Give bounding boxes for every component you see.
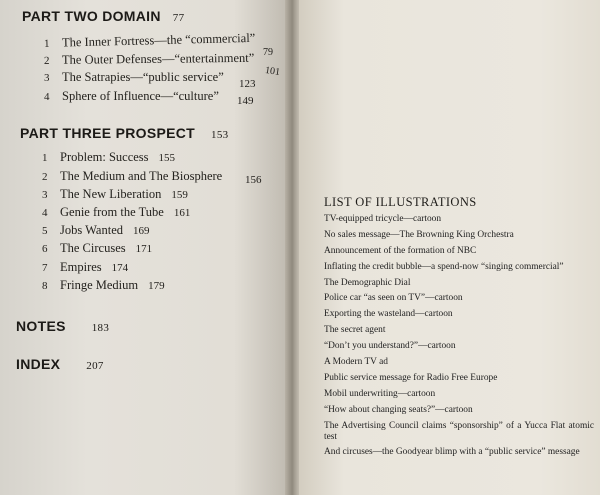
chapter-title: The Inner Fortress—the “commercial” [61, 30, 256, 50]
chapter-page: 174 [111, 262, 129, 274]
toc-entry [42, 150, 175, 165]
chapter-title: The Satrapies—“public service” [62, 70, 224, 84]
chapter-number: 6 [42, 243, 48, 255]
illustration-item: Announcement of the formation of NBC [324, 245, 477, 256]
chapter-title: The Circuses [60, 241, 126, 255]
chapter-page: 179 [148, 280, 165, 292]
toc-entry [42, 205, 190, 220]
illustration-item: The Advertising Council claims “sponsorship” of a Yucca Flat atomic test [324, 420, 594, 442]
toc-entry [42, 260, 128, 275]
illustrations-title: LIST OF ILLUSTRATIONS [324, 195, 477, 209]
chapter-page: 169 [133, 225, 150, 237]
chapter-number: 1 [43, 37, 50, 50]
toc-entry [42, 187, 188, 202]
chapter-title: Problem: Success [60, 150, 149, 164]
part-two-title: PART TWO DOMAIN [22, 8, 161, 24]
illustration-item: TV-equipped tricycle—cartoon [324, 214, 442, 224]
illustration-item: Public service message for Radio Free Europe [324, 372, 498, 383]
chapter-number: 8 [42, 280, 48, 292]
chapter-page: 159 [171, 189, 188, 201]
toc-entry [44, 70, 224, 85]
part-two-heading [22, 8, 184, 24]
illustration-item: The Demographic Dial [324, 277, 411, 288]
chapter-number: 4 [44, 91, 50, 103]
index-title: INDEX [16, 356, 61, 372]
toc-entry [42, 169, 222, 184]
part-three-heading [20, 125, 228, 141]
illustration-item: Inflating the credit bubble—a spend-now “singing commercial” [324, 261, 564, 272]
part-two-page: 77 [172, 12, 185, 24]
chapter-title: The New Liberation [60, 187, 162, 201]
chapter-page: 79 [263, 47, 273, 58]
illustrations-list [324, 214, 594, 463]
illustration-item: “Don’t you understand?”—cartoon [324, 341, 456, 352]
chapter-number: 2 [43, 54, 50, 67]
chapter-title: The Outer Defenses—“entertainment” [61, 50, 255, 67]
toc-entry [42, 241, 152, 256]
notes-title: NOTES [16, 318, 66, 334]
chapter-number: 2 [42, 171, 48, 183]
chapter-page: 156 [245, 174, 262, 186]
chapter-page: 101 [264, 65, 281, 78]
illustration-item: The secret agent [324, 325, 386, 336]
chapter-number: 1 [42, 152, 48, 164]
chapter-title: The Medium and The Biosphere [60, 169, 223, 183]
part-three-title: PART THREE PROSPECT [20, 125, 196, 141]
illustration-item: “How about changing seats?”—cartoon [324, 404, 473, 415]
chapter-page: 171 [135, 243, 153, 255]
illustration-item: Exporting the wasteland—cartoon [324, 309, 453, 320]
illustration-item: No sales message—The Browning King Orchestra [324, 229, 514, 240]
toc-entry [42, 278, 165, 293]
chapter-page: 149 [237, 95, 254, 107]
toc-entry [44, 89, 219, 104]
chapter-number: 3 [44, 72, 50, 84]
illustration-item: Police car “as seen on TV”—cartoon [324, 293, 463, 304]
illustration-item: And circuses—the Goodyear blimp with a “public service” message [324, 447, 580, 458]
chapter-number: 7 [42, 262, 48, 274]
chapter-title: Fringe Medium [60, 278, 139, 292]
chapter-number: 4 [42, 207, 48, 219]
illustration-item: Mobil underwriting—cartoon [324, 388, 436, 399]
chapter-title: Jobs Wanted [60, 223, 123, 237]
toc-entry [44, 51, 254, 68]
chapter-title: Empires [60, 260, 102, 274]
chapter-number: 3 [42, 189, 48, 201]
chapter-page: 161 [173, 207, 191, 219]
chapter-number: 5 [42, 225, 48, 237]
index-heading [16, 356, 104, 372]
part-three-page: 153 [211, 129, 229, 141]
notes-page: 183 [91, 322, 110, 334]
toc-entry [42, 223, 150, 238]
chapter-page: 155 [158, 152, 176, 164]
chapter-title: Genie from the Tube [60, 205, 164, 219]
chapter-title: Sphere of Influence—“culture” [62, 89, 219, 103]
illustration-item: A Modern TV ad [324, 357, 388, 368]
notes-heading [16, 318, 109, 334]
chapter-page: 123 [239, 78, 256, 90]
index-page: 207 [86, 360, 104, 372]
